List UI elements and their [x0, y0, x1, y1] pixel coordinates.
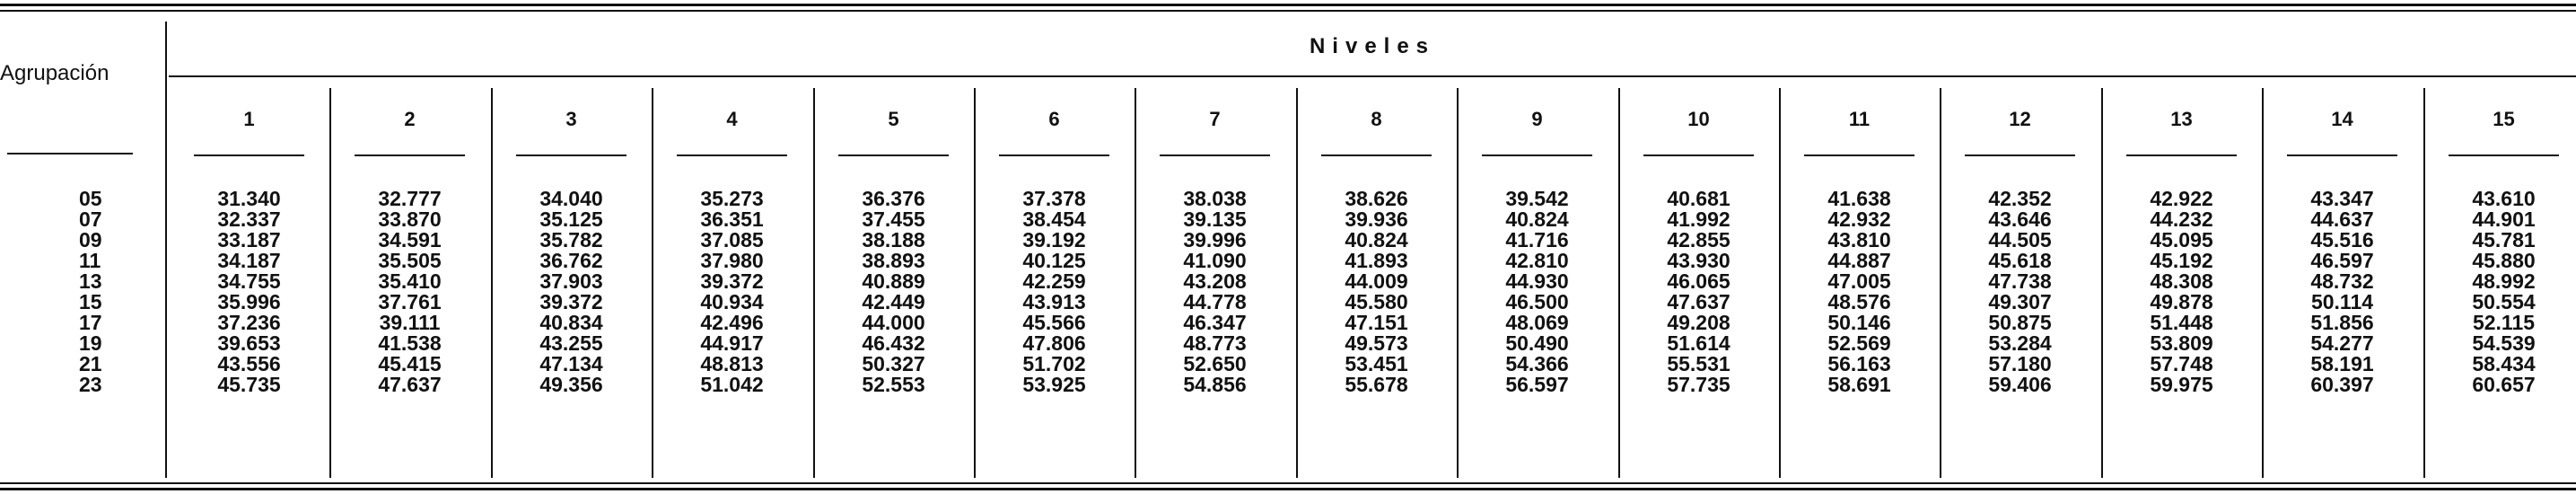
- table-cell: 50.114: [2310, 290, 2374, 313]
- table-cell: 41.538: [378, 331, 442, 355]
- table-cell: 37.236: [217, 311, 281, 334]
- table-cell: 48.773: [1183, 331, 1247, 355]
- column-values: [1135, 189, 1295, 395]
- table-cell: 45.566: [1022, 311, 1086, 334]
- super-header: Niveles: [1309, 34, 1436, 58]
- column-header: 14: [2331, 108, 2353, 130]
- column-header: 4: [726, 108, 738, 130]
- table-cell: 32.337: [217, 207, 281, 231]
- row-label: 15: [79, 290, 102, 313]
- table-cell: 43.255: [539, 331, 603, 355]
- table-cell: 51.856: [2310, 311, 2374, 334]
- table-cell: 37.903: [539, 269, 603, 293]
- table-cell: 40.824: [1345, 228, 1408, 252]
- row-label: 07: [79, 207, 102, 231]
- table-cell: 43.930: [1667, 249, 1730, 272]
- table-cell: 50.146: [1827, 311, 1891, 334]
- table-cell: 40.824: [1505, 207, 1569, 231]
- column-header: 15: [2493, 108, 2515, 130]
- table-cell: 42.855: [1667, 228, 1730, 252]
- column-header-rule: [194, 154, 304, 156]
- table-cell: 42.259: [1022, 269, 1086, 293]
- table-cell: 50.875: [1988, 311, 2052, 334]
- table-cell: 43.646: [1988, 207, 2052, 231]
- table-cell: 43.810: [1827, 228, 1891, 252]
- stub-header-rule: [7, 153, 133, 154]
- column-header: 6: [1048, 108, 1060, 130]
- table-cell: 39.372: [700, 269, 764, 293]
- table-cell: 58.691: [1827, 373, 1891, 396]
- table-cell: 42.932: [1827, 207, 1891, 231]
- table-cell: 49.307: [1988, 290, 2052, 313]
- table-cell: 44.778: [1183, 290, 1247, 313]
- table-cell: 44.505: [1988, 228, 2052, 252]
- table-cell: 35.410: [378, 269, 442, 293]
- column-header-rule: [1482, 154, 1592, 156]
- table-cell: 44.637: [2310, 207, 2374, 231]
- column-header-rule: [677, 154, 787, 156]
- table-cell: 39.936: [1345, 207, 1408, 231]
- table-cell: 49.208: [1667, 311, 1730, 334]
- column-values: [1618, 189, 1779, 395]
- table-cell: 49.878: [2150, 290, 2213, 313]
- table-cell: 34.187: [217, 249, 281, 272]
- table-cell: 42.496: [700, 311, 764, 334]
- table-cell: 49.356: [539, 373, 603, 396]
- column-header: 10: [1687, 108, 1710, 130]
- table-cell: 45.781: [2472, 228, 2536, 252]
- bottom-rule-thick: [0, 488, 2576, 490]
- table-cell: 38.893: [862, 249, 925, 272]
- table-cell: 54.856: [1183, 373, 1247, 396]
- stub-header: Agrupación: [0, 61, 110, 85]
- table-cell: 32.777: [378, 187, 442, 210]
- table-cell: 35.505: [378, 249, 442, 272]
- table-cell: 42.810: [1505, 249, 1569, 272]
- column-header: 11: [1848, 108, 1871, 130]
- table-cell: 38.454: [1022, 207, 1086, 231]
- table-cell: 43.347: [2310, 187, 2374, 210]
- table-cell: 55.678: [1345, 373, 1408, 396]
- column-values: [1779, 189, 1940, 395]
- row-label: 13: [79, 269, 102, 293]
- table-cell: 47.806: [1022, 331, 1086, 355]
- table-cell: 54.539: [2472, 331, 2536, 355]
- table-cell: 53.809: [2150, 331, 2213, 355]
- column-header-rule: [1804, 154, 1914, 156]
- table-cell: 57.735: [1667, 373, 1730, 396]
- table-cell: 43.610: [2472, 187, 2536, 210]
- column-header: 13: [2170, 108, 2193, 130]
- table-cell: 39.542: [1505, 187, 1569, 210]
- table-cell: 48.069: [1505, 311, 1569, 334]
- table-cell: 37.085: [700, 228, 764, 252]
- row-labels: [79, 189, 151, 395]
- table-cell: 55.531: [1667, 352, 1730, 375]
- super-header-rule: [169, 75, 2576, 77]
- table-cell: 51.614: [1667, 331, 1730, 355]
- table-cell: 41.090: [1183, 249, 1247, 272]
- row-label: 21: [79, 352, 102, 375]
- table-cell: 56.597: [1505, 373, 1569, 396]
- row-label: 17: [79, 311, 102, 334]
- table-cell: 41.992: [1667, 207, 1730, 231]
- table-cell: 53.284: [1988, 331, 2052, 355]
- table-cell: 35.782: [539, 228, 603, 252]
- table-cell: 45.618: [1988, 249, 2052, 272]
- column-values: [491, 189, 652, 395]
- column-values: [813, 189, 974, 395]
- table-cell: 51.702: [1022, 352, 1086, 375]
- table-cell: 39.653: [217, 331, 281, 355]
- column-values: [2262, 189, 2423, 395]
- table-cell: 42.922: [2150, 187, 2213, 210]
- table-cell: 52.650: [1183, 352, 1247, 375]
- table-cell: 57.180: [1988, 352, 2052, 375]
- table-cell: 59.975: [2150, 373, 2213, 396]
- column-values: [652, 189, 812, 395]
- table-cell: 38.188: [862, 228, 925, 252]
- table-cell: 53.925: [1022, 373, 1086, 396]
- table-cell: 47.637: [378, 373, 442, 396]
- table-cell: 35.125: [539, 207, 603, 231]
- row-label: 09: [79, 228, 102, 252]
- column-header: 3: [565, 108, 577, 130]
- table-cell: 53.451: [1345, 352, 1408, 375]
- column-values: [1940, 189, 2100, 395]
- column-header-rule: [838, 154, 949, 156]
- table-cell: 45.880: [2472, 249, 2536, 272]
- table-cell: 48.732: [2310, 269, 2374, 293]
- table-cell: 47.005: [1827, 269, 1891, 293]
- table-cell: 52.553: [862, 373, 925, 396]
- table-cell: 44.232: [2150, 207, 2213, 231]
- table-cell: 37.761: [378, 290, 442, 313]
- table-cell: 40.889: [862, 269, 925, 293]
- table-cell: 41.638: [1827, 187, 1891, 210]
- table-cell: 48.308: [2150, 269, 2213, 293]
- table-cell: 57.748: [2150, 352, 2213, 375]
- table-cell: 40.834: [539, 311, 603, 334]
- table-cell: 51.042: [700, 373, 764, 396]
- column-header-rule: [1160, 154, 1270, 156]
- table-cell: 39.135: [1183, 207, 1247, 231]
- table-cell: 47.637: [1667, 290, 1730, 313]
- table-cell: 46.347: [1183, 311, 1247, 334]
- table-cell: 43.556: [217, 352, 281, 375]
- column-header-rule: [516, 154, 626, 156]
- table-cell: 37.980: [700, 249, 764, 272]
- table-cell: 52.569: [1827, 331, 1891, 355]
- table-cell: 47.151: [1345, 311, 1408, 334]
- table-cell: 44.009: [1345, 269, 1408, 293]
- column-values: [1296, 189, 1457, 395]
- table-cell: 45.735: [217, 373, 281, 396]
- table-cell: 36.762: [539, 249, 603, 272]
- row-label: 05: [79, 187, 102, 210]
- table-cell: 45.580: [1345, 290, 1408, 313]
- column-header: 7: [1209, 108, 1221, 130]
- table-cell: 50.554: [2472, 290, 2536, 313]
- table-cell: 59.406: [1988, 373, 2052, 396]
- table-cell: 50.490: [1505, 331, 1569, 355]
- table-cell: 54.277: [2310, 331, 2374, 355]
- row-label: 23: [79, 373, 102, 396]
- table-cell: 47.738: [1988, 269, 2052, 293]
- table-cell: 39.996: [1183, 228, 1247, 252]
- column-header: 9: [1531, 108, 1543, 130]
- table-cell: 36.351: [700, 207, 764, 231]
- table-cell: 43.913: [1022, 290, 1086, 313]
- column-header: 12: [2009, 108, 2031, 130]
- table-cell: 36.376: [862, 187, 925, 210]
- table-cell: 41.716: [1505, 228, 1569, 252]
- table-cell: 34.040: [539, 187, 603, 210]
- column-values: [169, 189, 329, 395]
- table-cell: 33.870: [378, 207, 442, 231]
- table-cell: 39.111: [379, 311, 441, 334]
- column-values: [329, 189, 490, 395]
- column-values: [974, 189, 1135, 395]
- table-cell: 35.996: [217, 290, 281, 313]
- table-cell: 44.901: [2472, 207, 2536, 231]
- table-cell: 44.887: [1827, 249, 1891, 272]
- table-cell: 50.327: [862, 352, 925, 375]
- table-cell: 35.273: [700, 187, 764, 210]
- table-cell: 40.934: [700, 290, 764, 313]
- table-cell: 46.432: [862, 331, 925, 355]
- row-label: 11: [79, 249, 101, 272]
- table-cell: 51.448: [2150, 311, 2213, 334]
- column-header: 5: [888, 108, 899, 130]
- top-rule-thick: [0, 4, 2576, 6]
- column-values: [2423, 189, 2576, 395]
- table-cell: 42.352: [1988, 187, 2052, 210]
- table-cell: 54.366: [1505, 352, 1569, 375]
- table-cell: 46.065: [1667, 269, 1730, 293]
- table-cell: 40.681: [1667, 187, 1730, 210]
- table-cell: 48.576: [1827, 290, 1891, 313]
- table-cell: 39.192: [1022, 228, 1086, 252]
- table-cell: 46.500: [1505, 290, 1569, 313]
- column-values: [2101, 189, 2262, 395]
- table-cell: 52.115: [2472, 311, 2536, 334]
- table-cell: 45.516: [2310, 228, 2374, 252]
- bottom-rule-thin: [0, 482, 2576, 484]
- column-header-rule: [999, 154, 1109, 156]
- table-cell: 44.000: [862, 311, 925, 334]
- table-cell: 44.917: [700, 331, 764, 355]
- table-cell: 46.597: [2310, 249, 2374, 272]
- table-cell: 34.591: [378, 228, 442, 252]
- column-header: 8: [1371, 108, 1382, 130]
- table-cell: 38.626: [1345, 187, 1408, 210]
- column-header-rule: [1643, 154, 1754, 156]
- table-cell: 45.192: [2150, 249, 2213, 272]
- table-cell: 37.378: [1022, 187, 1086, 210]
- table-cell: 40.125: [1022, 249, 1086, 272]
- row-label: 19: [79, 331, 102, 355]
- column-header-rule: [2449, 154, 2559, 156]
- table-cell: 33.187: [217, 228, 281, 252]
- column-header: 2: [404, 108, 416, 130]
- table-cell: 37.455: [862, 207, 925, 231]
- column-values: [1457, 189, 1617, 395]
- table-cell: 60.657: [2472, 373, 2536, 396]
- column-header-rule: [1321, 154, 1432, 156]
- table-cell: 45.095: [2150, 228, 2213, 252]
- table-cell: 45.415: [378, 352, 442, 375]
- table-cell: 47.134: [539, 352, 603, 375]
- table-cell: 39.372: [539, 290, 603, 313]
- table-cell: 60.397: [2310, 373, 2374, 396]
- table-cell: 41.893: [1345, 249, 1408, 272]
- column-header-rule: [2287, 154, 2397, 156]
- table-cell: 42.449: [862, 290, 925, 313]
- table-cell: 43.208: [1183, 269, 1247, 293]
- table-cell: 56.163: [1827, 352, 1891, 375]
- stub-separator: [165, 22, 167, 478]
- column-header-rule: [1965, 154, 2075, 156]
- table-cell: 48.813: [700, 352, 764, 375]
- table-cell: 31.340: [217, 187, 281, 210]
- table-cell: 58.434: [2472, 352, 2536, 375]
- table-cell: 49.573: [1345, 331, 1408, 355]
- table-cell: 58.191: [2310, 352, 2374, 375]
- table-cell: 34.755: [217, 269, 281, 293]
- column-header-rule: [2126, 154, 2237, 156]
- top-rule-thin: [0, 10, 2576, 12]
- table-cell: 44.930: [1505, 269, 1569, 293]
- column-header-rule: [355, 154, 465, 156]
- column-header: 1: [243, 108, 255, 130]
- table-cell: 48.992: [2472, 269, 2536, 293]
- table-cell: 38.038: [1183, 187, 1247, 210]
